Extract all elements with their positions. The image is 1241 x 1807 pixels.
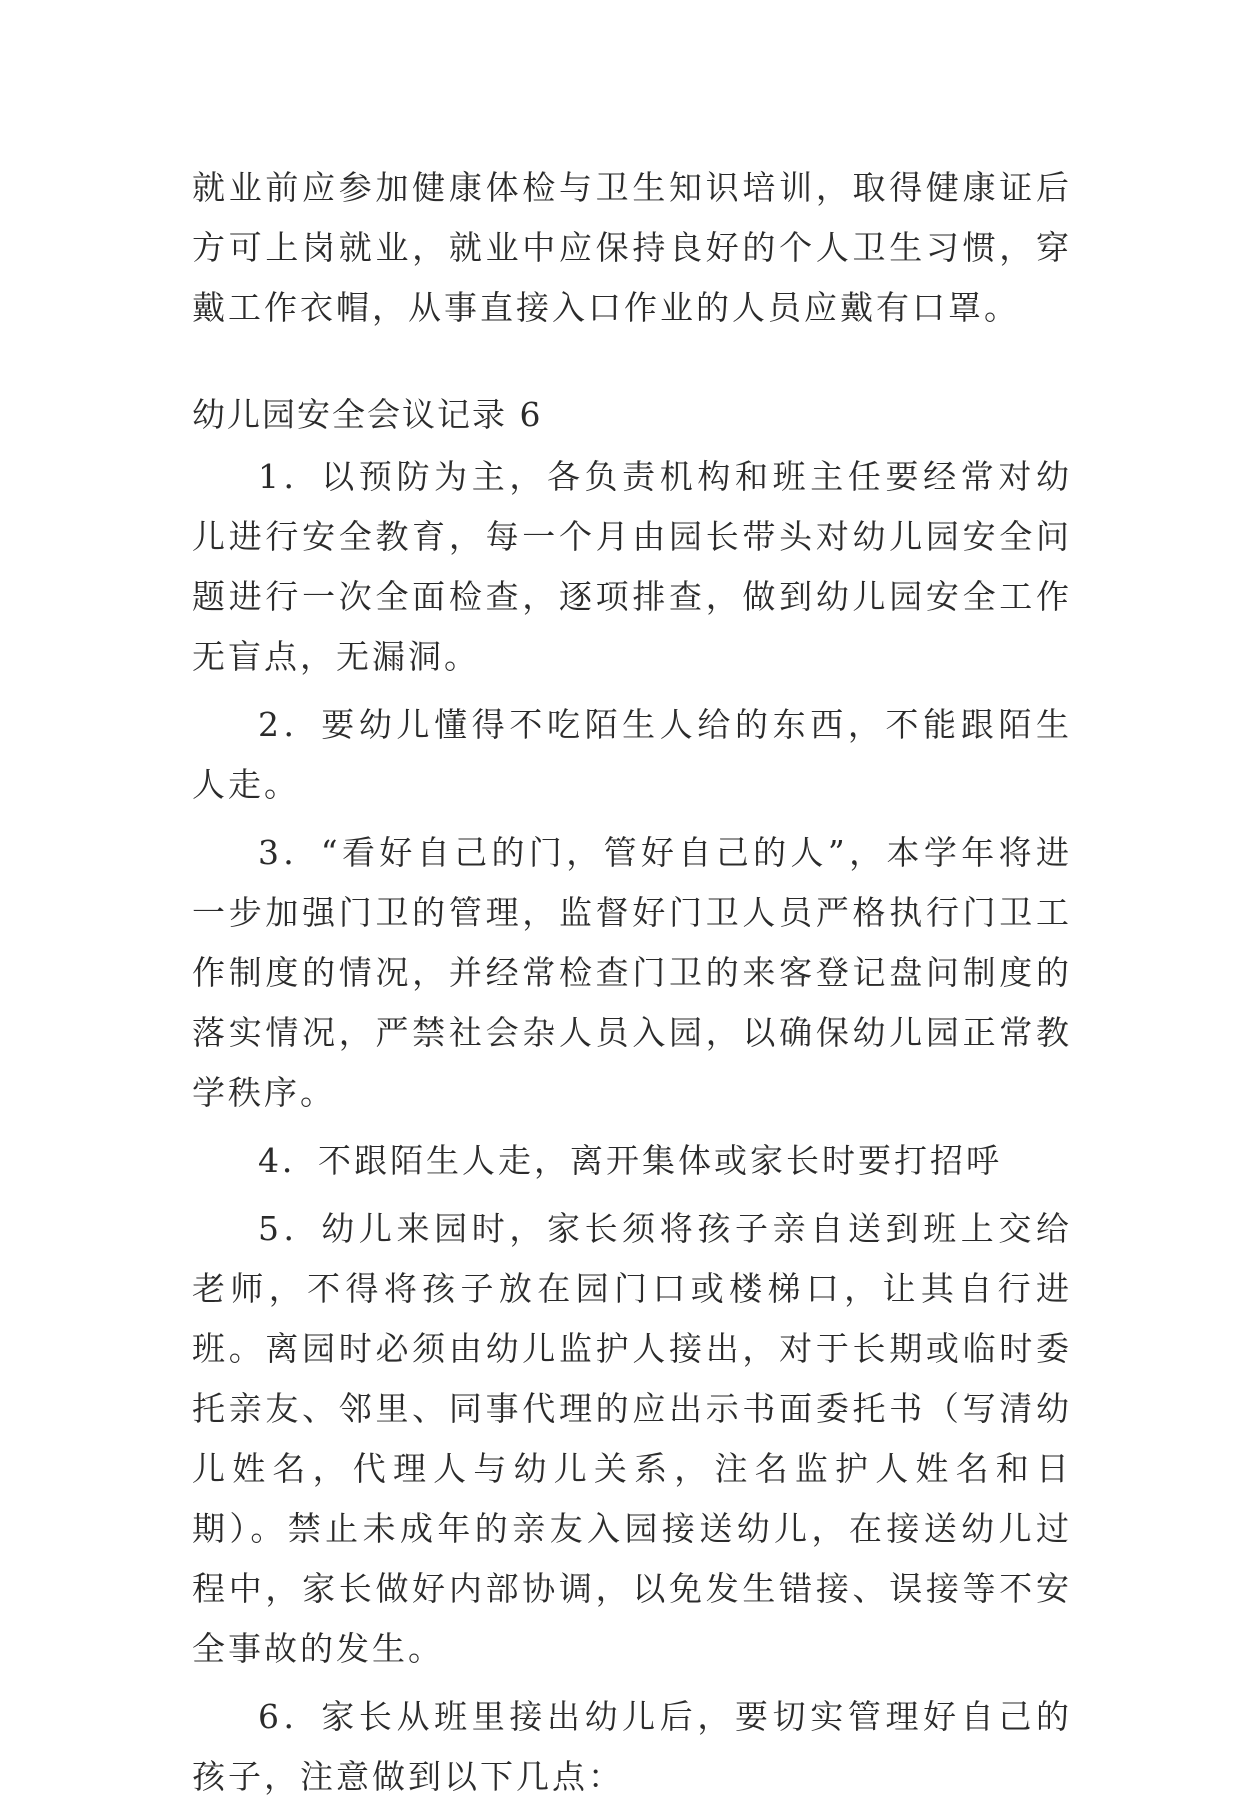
document-body — [192, 158, 1072, 1807]
list-item-6: 6．家长从班里接出幼儿后，要切实管理好自己的孩子，注意做到以下几点： — [192, 1697, 1072, 1796]
section-spacer — [192, 338, 1072, 385]
section-heading: 幼儿园安全会议记录 6 — [192, 395, 543, 434]
list-item-4: 4．不跟陌生人走，离开集体或家长时要打招呼 — [258, 1141, 1002, 1180]
list-item-3: 3．“看好自己的门，管好自己的人”，本学年将进一步加强门卫的管理，监督好门卫人员严格执行门卫工作制度的情况，并经常检查门卫的来客登记盘问制度的落实情况，严禁社会杂人员入园，以确保幼儿园正常教学秩序。 — [192, 833, 1072, 1112]
list-item-5: 5．幼儿来园时，家长须将孩子亲自送到班上交给老师，不得将孩子放在园门口或楼梯口，让其自行进班。离园时必须由幼儿监护人接出，对于长期或临时委托亲友、邻里、同事代理的应出示书面委托书（写清幼儿姓名，代理人与幼儿关系，注名监护人姓名和日期）。禁止未成年的亲友入园接送幼儿，在接送幼儿过程中，家长做好内部协调，以免发生错接、误接等不安全事故的发生。 — [192, 1209, 1072, 1668]
list-item-2: 2．要幼儿懂得不吃陌生人给的东西，不能跟陌生人走。 — [192, 705, 1072, 804]
list-item-1: 1．以预防为主，各负责机构和班主任要经常对幼儿进行安全教育，每一个月由园长带头对幼儿园安全问题进行一次全面检查，逐项排查，做到幼儿园安全工作无盲点，无漏洞。 — [192, 457, 1072, 676]
intro-paragraph: 就业前应参加健康体检与卫生知识培训，取得健康证后方可上岗就业，就业中应保持良好的个人卫生习惯，穿戴工作衣帽，从事直接入口作业的人员应戴有口罩。 — [192, 168, 1072, 327]
